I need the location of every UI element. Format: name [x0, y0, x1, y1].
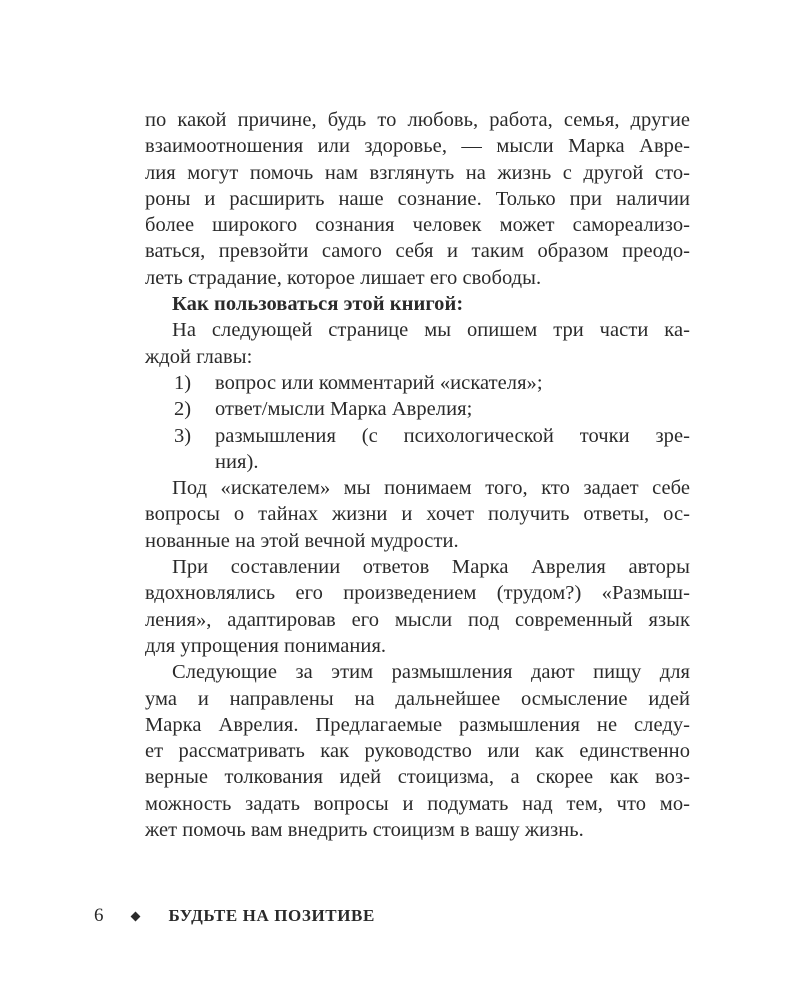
body-text [145, 107, 690, 843]
text-line: вопросы о тайнах жизни и хочет получить ответы, ос- [145, 503, 690, 526]
text-line: лия могут помочь нам взглянуть на жизнь с другой сто- [145, 161, 690, 184]
text-line: Марка Аврелия. Предлагаемые размышления не следу- [145, 713, 690, 736]
list-text: вопрос или комментарий «искателя»; [215, 371, 543, 394]
text-line: Следующие за этим размышления дают пищу для [172, 661, 690, 684]
section-heading: Как пользоваться этой книгой: [172, 293, 464, 316]
text-line: ваться, превзойти самого себя и таким образом преодо- [145, 240, 690, 263]
list-item [145, 423, 690, 449]
list-number: 2) [174, 398, 192, 421]
text-line: жет помочь вам внедрить стоицизм в вашу жизнь. [145, 819, 584, 842]
list-number: 1) [174, 371, 192, 394]
list-text: ответ/мысли Марка Аврелия; [215, 398, 473, 421]
paragraph-3 [145, 554, 690, 659]
text-line: нованные на этой вечной мудрости. [145, 529, 459, 552]
text-line: ет рассматривать как руководство или как единственно [145, 740, 690, 763]
list-text: размышления (с психологической точки зре- [215, 424, 690, 447]
diamond-icon [130, 911, 140, 921]
text-line: верные толкования идей стоицизма, а скорее как воз- [145, 766, 690, 789]
text-line: роны и расширить наше сознание. Только при наличии [145, 187, 690, 210]
text-line: Под «искателем» мы понимаем того, кто задает себе [172, 477, 690, 500]
paragraph-2 [145, 475, 690, 554]
text-line: ления», адаптировав его мысли под современный язык [145, 608, 690, 631]
text-line: по какой причине, будь то любовь, работа, семья, другие [145, 109, 690, 131]
list-item [145, 370, 690, 396]
running-title: БУДЬТЕ НА ПОЗИТИВЕ [168, 906, 375, 925]
text-line: леть страдание, которое лишает его свободы. [145, 266, 542, 289]
text-line: взаимоотношения или здоровье, — мысли Марка Авре- [145, 135, 690, 158]
page-footer [94, 904, 375, 928]
text-line: для упрощения понимания. [145, 634, 387, 657]
list-text-continuation: ния). [215, 450, 259, 473]
list-item [145, 396, 690, 422]
intro-paragraph [145, 317, 690, 370]
text-line: На следующей странице мы опишем три части ка- [172, 319, 690, 342]
text-line: ждой главы: [145, 345, 253, 368]
numbered-list [145, 370, 690, 475]
list-number: 3) [174, 424, 192, 447]
text-line: При составлении ответов Марка Аврелия авторы [172, 556, 690, 579]
text-line: можность задать вопросы и подумать над тем, что мо- [145, 792, 690, 815]
paragraph-4 [145, 659, 690, 843]
text-line: вдохновлялись его произведением (трудом?) «Размыш- [145, 582, 690, 605]
text-line: ума и направлены на дальнейшее осмысление идей [145, 687, 690, 710]
page-number: 6 [94, 905, 104, 926]
text-line: более широкого сознания человек может самореализо- [145, 214, 690, 237]
paragraph-1 [145, 107, 690, 291]
